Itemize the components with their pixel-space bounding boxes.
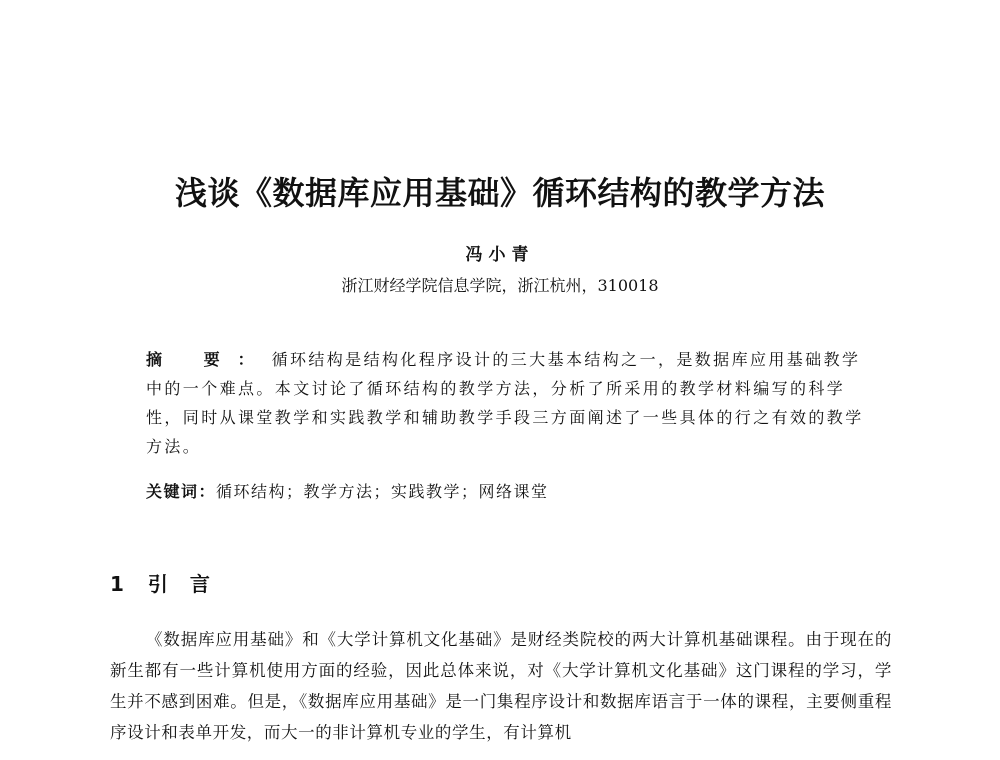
abstract-text: 循环结构是结构化程序设计的三大基本结构之一，是数据库应用基础教学中的一个难点。本文讨论了循环结构的教学方法，分析了所采用的教学材料编写的科学性，同时从课堂教学和实践教学和辅助教学手段三方面阐述了一些具体的行之有效的教学方法。 xyxy=(146,350,864,456)
keywords-text: 循环结构；教学方法；实践教学；网络课堂 xyxy=(216,482,549,501)
keywords-label: 关键词： xyxy=(146,482,217,501)
abstract-label: 摘 要： xyxy=(146,350,272,369)
section-title: 引言 xyxy=(147,572,232,596)
author-name: 冯小青 xyxy=(465,245,535,265)
abstract-block xyxy=(146,345,866,461)
author-affiliation: 浙江财经学院信息学院，浙江杭州，310018 xyxy=(341,276,659,295)
keywords-block xyxy=(146,479,866,502)
body-paragraph: 《数据库应用基础》和《大学计算机文化基础》是财经类院校的两大计算机基础课程。由于现在的新生都有一些计算机使用方面的经验，因此总体来说，对《大学计算机文化基础》这门课程的学习，学生并不感到困难。但是，《数据库应用基础》是一门集程序设计和数据库语言于一体的课程，主要侧重程序设计和表单开发，而大一的非计算机专业的学生，有计算机 xyxy=(110,630,892,742)
section-heading xyxy=(110,568,232,597)
section-number: 1 xyxy=(110,572,124,596)
paper-title: 浅谈《数据库应用基础》循环结构的教学方法 xyxy=(174,174,825,212)
